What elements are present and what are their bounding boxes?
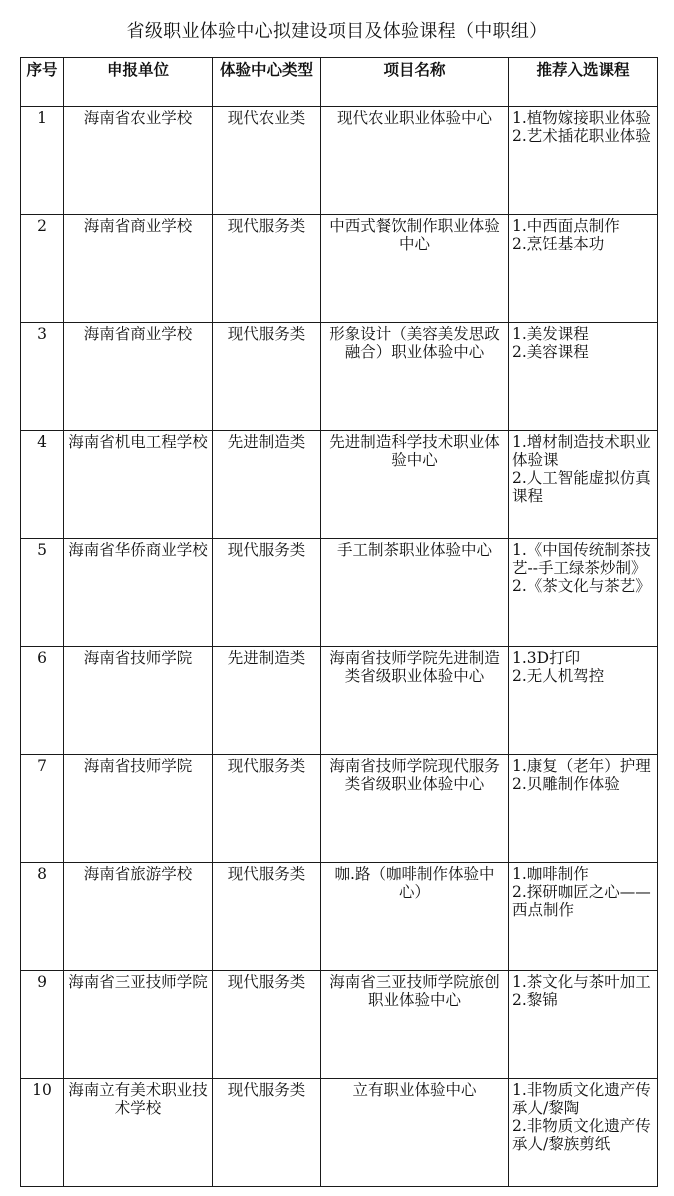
cell-center-type: 现代服务类 — [213, 971, 321, 1079]
cell-serial-number: 10 — [21, 1079, 64, 1187]
course-item: 1.3D打印 — [512, 649, 581, 667]
cell-applicant-unit: 海南省商业学校 — [64, 323, 213, 431]
course-item: 2.美容课程 — [512, 343, 589, 361]
cell-serial-number: 6 — [21, 647, 64, 755]
cell-applicant-unit: 海南省技师学院 — [64, 755, 213, 863]
cell-project-name: 咖.路（咖啡制作体验中心） — [321, 863, 509, 971]
cell-recommended-courses — [509, 431, 658, 539]
cell-recommended-courses — [509, 971, 658, 1079]
cell-project-name: 中西式餐饮制作职业体验中心 — [321, 215, 509, 323]
cell-project-name: 现代农业职业体验中心 — [321, 107, 509, 215]
cell-project-name: 海南省技师学院先进制造类省级职业体验中心 — [321, 647, 509, 755]
table-header-row — [21, 58, 658, 107]
header-center-type: 体验中心类型 — [213, 58, 321, 107]
course-item: 2.无人机驾控 — [512, 667, 605, 685]
course-item: 2.艺术插花职业体验 — [512, 127, 651, 145]
cell-center-type: 现代服务类 — [213, 1079, 321, 1187]
cell-applicant-unit: 海南省旅游学校 — [64, 863, 213, 971]
cell-recommended-courses — [509, 755, 658, 863]
cell-serial-number: 1 — [21, 107, 64, 215]
cell-recommended-courses — [509, 323, 658, 431]
course-item: 1.增材制造技术职业体验课 — [512, 433, 651, 469]
header-project-name: 项目名称 — [321, 58, 509, 107]
cell-center-type: 现代服务类 — [213, 215, 321, 323]
cell-serial-number: 4 — [21, 431, 64, 539]
cell-project-name: 先进制造科学技术职业体验中心 — [321, 431, 509, 539]
cell-serial-number: 7 — [21, 755, 64, 863]
course-item: 1.《中国传统制茶技艺--手工绿茶炒制》 — [512, 541, 651, 577]
table-row — [21, 431, 658, 539]
course-item: 2.《茶文化与茶艺》 — [512, 577, 651, 595]
course-item: 1.康复（老年）护理 — [512, 757, 651, 775]
cell-project-name: 立有职业体验中心 — [321, 1079, 509, 1187]
document-title: 省级职业体验中心拟建设项目及体验课程（中职组） — [126, 21, 548, 42]
cell-applicant-unit: 海南省机电工程学校 — [64, 431, 213, 539]
cell-serial-number: 5 — [21, 539, 64, 647]
table-body — [21, 107, 658, 1187]
course-item: 1.非物质文化遗产传承人/黎陶 — [512, 1081, 651, 1117]
cell-serial-number: 8 — [21, 863, 64, 971]
course-item: 1.茶文化与茶叶加工 — [512, 973, 651, 991]
course-item: 2.非物质文化遗产传承人/黎族剪纸 — [512, 1117, 651, 1153]
course-item: 2.探研咖匠之心——西点制作 — [512, 883, 651, 919]
table-row — [21, 1079, 658, 1187]
table-row — [21, 971, 658, 1079]
cell-center-type: 先进制造类 — [213, 431, 321, 539]
cell-applicant-unit: 海南省商业学校 — [64, 215, 213, 323]
course-item: 1.中西面点制作 — [512, 217, 620, 235]
project-table — [20, 57, 658, 1187]
cell-serial-number: 2 — [21, 215, 64, 323]
course-item: 2.烹饪基本功 — [512, 235, 605, 253]
table-row — [21, 539, 658, 647]
cell-recommended-courses — [509, 107, 658, 215]
table-row — [21, 755, 658, 863]
cell-applicant-unit: 海南省技师学院 — [64, 647, 213, 755]
course-item: 2.贝雕制作体验 — [512, 775, 620, 793]
course-item: 1.咖啡制作 — [512, 865, 589, 883]
course-item: 1.植物嫁接职业体验 — [512, 109, 651, 127]
cell-recommended-courses — [509, 1079, 658, 1187]
table-row — [21, 107, 658, 215]
table-row — [21, 323, 658, 431]
cell-center-type: 现代服务类 — [213, 539, 321, 647]
cell-center-type: 现代农业类 — [213, 107, 321, 215]
table-row — [21, 215, 658, 323]
course-item: 2.黎锦 — [512, 991, 558, 1009]
course-item: 2.人工智能虚拟仿真课程 — [512, 469, 651, 505]
cell-applicant-unit: 海南省农业学校 — [64, 107, 213, 215]
table-row — [21, 863, 658, 971]
header-serial-number: 序号 — [21, 58, 64, 107]
cell-center-type: 现代服务类 — [213, 755, 321, 863]
cell-project-name: 海南省技师学院现代服务类省级职业体验中心 — [321, 755, 509, 863]
header-applicant-unit: 申报单位 — [64, 58, 213, 107]
cell-recommended-courses — [509, 539, 658, 647]
table-row — [21, 647, 658, 755]
course-item: 1.美发课程 — [512, 325, 589, 343]
cell-applicant-unit: 海南省华侨商业学校 — [64, 539, 213, 647]
cell-applicant-unit: 海南省三亚技师学院 — [64, 971, 213, 1079]
cell-center-type: 先进制造类 — [213, 647, 321, 755]
cell-recommended-courses — [509, 647, 658, 755]
cell-center-type: 现代服务类 — [213, 323, 321, 431]
cell-project-name: 形象设计（美容美发思政融合）职业体验中心 — [321, 323, 509, 431]
cell-recommended-courses — [509, 863, 658, 971]
cell-project-name: 手工制茶职业体验中心 — [321, 539, 509, 647]
header-recommended-courses: 推荐入选课程 — [509, 58, 658, 107]
cell-serial-number: 3 — [21, 323, 64, 431]
cell-serial-number: 9 — [21, 971, 64, 1079]
cell-center-type: 现代服务类 — [213, 863, 321, 971]
cell-applicant-unit: 海南立有美术职业技术学校 — [64, 1079, 213, 1187]
cell-project-name: 海南省三亚技师学院旅创职业体验中心 — [321, 971, 509, 1079]
cell-recommended-courses — [509, 215, 658, 323]
